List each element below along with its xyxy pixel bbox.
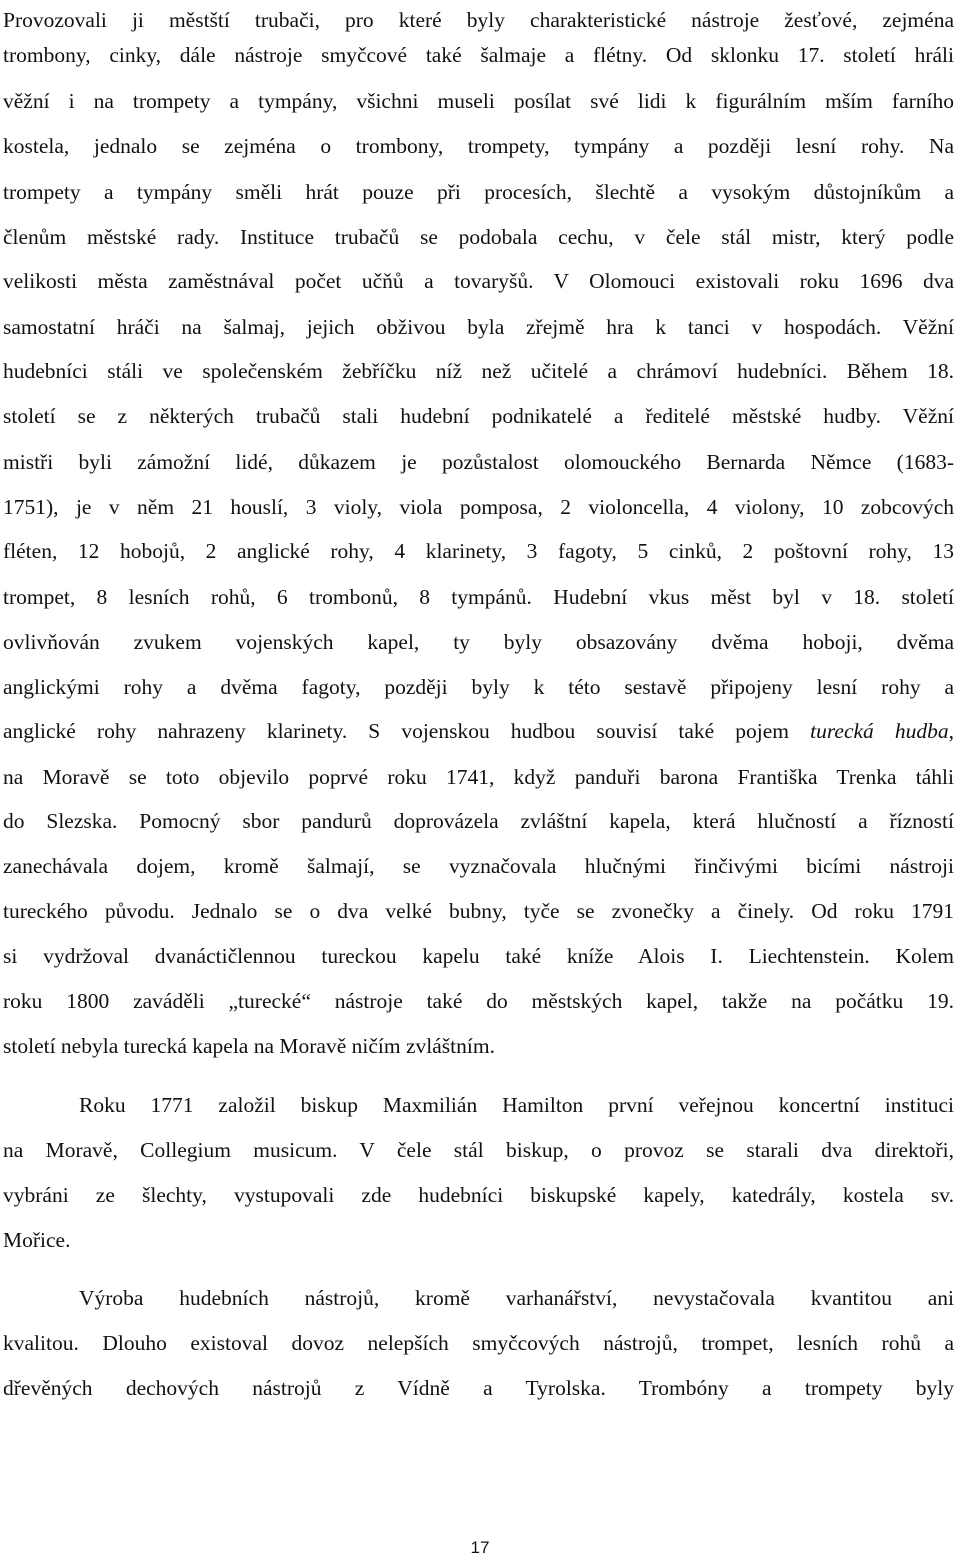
- text-line: mistři byli zámožní lidé, důkazem je pozůstalost olomouckého Bernarda Němce (1683-: [3, 450, 954, 474]
- text-line: členům městské rady. Instituce trubačů se podobala cechu, v čele stál mistr, který podle: [3, 225, 954, 249]
- text-line: tureckého původu. Jednalo se o dva velké bubny, tyče se zvonečky a činely. Od roku 1791: [3, 899, 954, 923]
- text-line: trompety a tympány směli hrát pouze při procesích, šlechtě a vysokým důstojníkům a: [3, 180, 954, 204]
- text-line: ovlivňován zvukem vojenských kapel, ty byly obsazovány dvěma hoboji, dvěma: [3, 630, 954, 654]
- text-line: vybráni ze šlechty, vystupovali zde hudebníci biskupské kapely, katedrály, kostela sv.: [3, 1183, 954, 1207]
- text-line: století se z některých trubačů stali hudební podnikatelé a ředitelé městské hudby. Věžní: [3, 404, 954, 428]
- text-segment: ,: [948, 719, 954, 743]
- text-line: století nebyla turecká kapela na Moravě ničím zvláštním.: [3, 1034, 495, 1058]
- page-number: 17: [470, 1538, 490, 1557]
- text-line: Provozovali ji městští trubači, pro které byly charakteristické nástroje žesťové, zejména: [3, 8, 954, 32]
- text-line: kostela, jednalo se zejména o trombony, trompety, tympány a později lesní rohy. Na: [3, 134, 954, 158]
- text-line: samostatní hráči na šalmaj, jejich obživou byla zřejmě hra k tanci v hospodách. Věžní: [3, 315, 954, 339]
- text-line: 1751), je v něm 21 houslí, 3 violy, viola pomposa, 2 violoncella, 4 violony, 10 zobcových: [3, 495, 954, 519]
- text-line-with-italic: [3, 716, 954, 746]
- italic-term: turecká hudba: [810, 719, 949, 743]
- text-line: hudebníci stáli ve společenském žebříčku níž než učitelé a chrámoví hudebníci. Během 18.: [3, 359, 954, 383]
- text-line: fléten, 12 hobojů, 2 anglické rohy, 4 klarinety, 3 fagoty, 5 cinků, 2 poštovní rohy, 13: [3, 539, 954, 563]
- text-line: dřevěných dechových nástrojů z Vídně a Tyrolska. Trombóny a trompety byly: [3, 1376, 954, 1400]
- text-line: anglickými rohy a dvěma fagoty, později byly k této sestavě připojeny lesní rohy a: [3, 675, 954, 699]
- text-line: na Moravě se toto objevilo poprvé roku 1741, když panduři barona Františka Trenka táhli: [3, 765, 954, 789]
- text-line: si vydržoval dvanáctičlennou tureckou kapelu také kníže Alois I. Liechtenstein. Kolem: [3, 944, 954, 968]
- text-line: velikosti města zaměstnával počet učňů a tovaryšů. V Olomouci existovali roku 1696 dva: [3, 269, 954, 293]
- text-line: Mořice.: [3, 1228, 71, 1252]
- text-line: na Moravě, Collegium musicum. V čele stál biskup, o provoz se starali dva direktoři,: [3, 1138, 954, 1162]
- text-line: trombony, cinky, dále nástroje smyčcové také šalmaje a flétny. Od sklonku 17. století hráli: [3, 43, 954, 67]
- text-line: věžní i na trompety a tympány, všichni museli posílat své lidi k figurálním mším farního: [3, 89, 954, 113]
- text-line: trompet, 8 lesních rohů, 6 trombonů, 8 tympánů. Hudební vkus měst byl v 18. století: [3, 585, 954, 609]
- text-segment: anglické rohy nahrazeny klarinety. S vojenskou hudbou souvisí také pojem: [3, 719, 811, 743]
- text-line: Výroba hudebních nástrojů, kromě varhanářství, nevystačovala kvantitou ani: [79, 1286, 954, 1310]
- text-line: roku 1800 zaváděli „turecké“ nástroje také do městských kapel, takže na počátku 19.: [3, 989, 954, 1013]
- text-line: zanechávala dojem, kromě šalmají, se vyznačovala hlučnými řinčivými bicími nástroji: [3, 854, 954, 878]
- text-line: kvalitou. Dlouho existoval dovoz nelepších smyčcových nástrojů, trompet, lesních rohů a: [3, 1331, 954, 1355]
- text-line: do Slezska. Pomocný sbor pandurů doprovázela zvláštní kapela, která hlučností a řízností: [3, 809, 954, 833]
- text-line: Roku 1771 založil biskup Maxmilián Hamilton první veřejnou koncertní instituci: [79, 1093, 954, 1117]
